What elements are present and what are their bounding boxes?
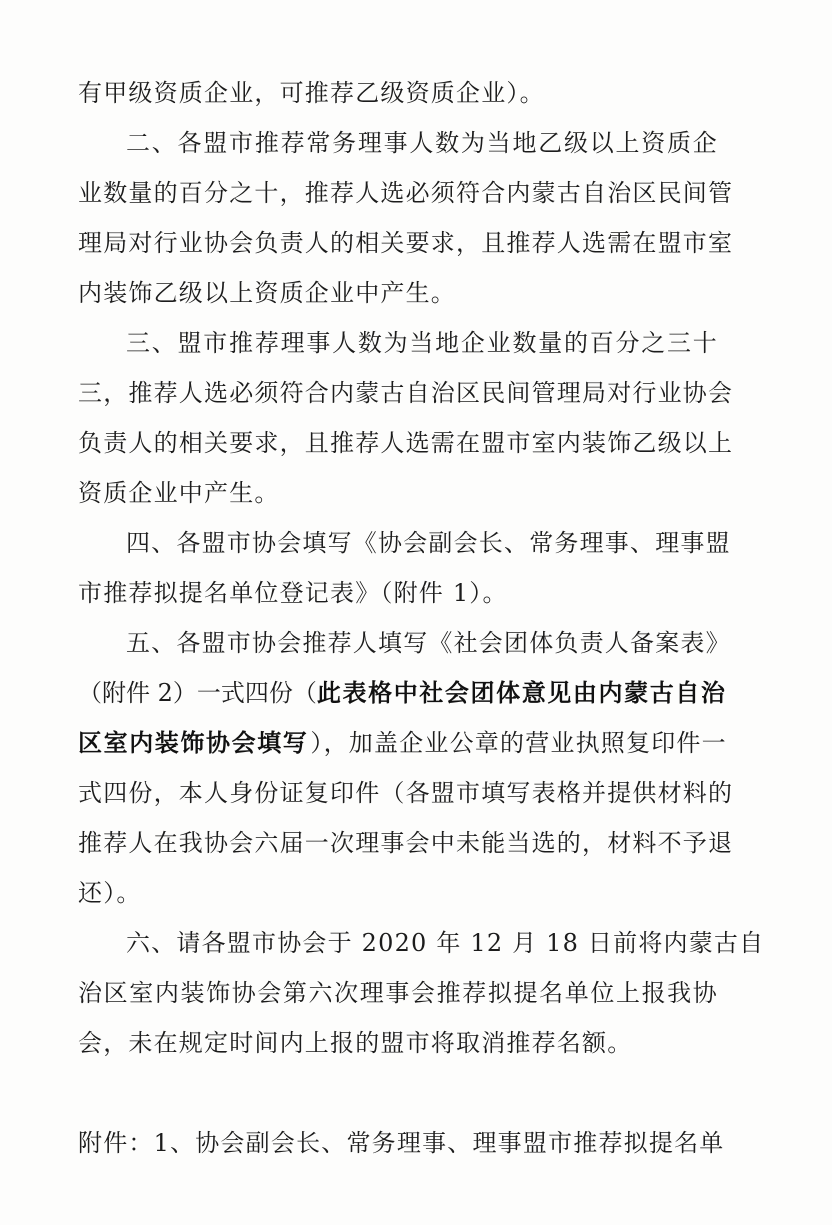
text-line: 推荐人在我协会六届一次理事会中未能当选的，材料不予退 — [78, 829, 734, 857]
text-line: 治区室内装饰协会第六次理事会推荐拟提名单位上报我协 — [78, 979, 718, 1007]
text-line: 有甲级资质企业，可推荐乙级资质企业）。 — [78, 79, 545, 107]
text-line: 内装饰乙级以上资质企业中产生。 — [78, 279, 456, 307]
text-line: 负责人的相关要求，且推荐人选需在盟市室内装饰乙级以上 — [78, 429, 734, 457]
text-line: 三，推荐人选必须符合内蒙古自治区民间管理局对行业协会 — [78, 379, 734, 407]
paragraph-2-line-1: 二、各盟市推荐常务理事人数为当地乙级以上资质企 — [126, 129, 718, 157]
paragraph-6-line-1: 六、请各盟市协会于 2020 年 12 月 18 日前将内蒙古自 — [126, 929, 765, 957]
text-run: （附件 2）一式四份（ — [78, 679, 317, 707]
text-line: 资质企业中产生。 — [78, 479, 280, 507]
bold-text-run: 区室内装饰协会填写 — [78, 728, 309, 757]
paragraph-4-line-1: 四、各盟市协会填写《协会副会长、常务理事、理事盟 — [126, 529, 731, 557]
text-line-mixed — [78, 678, 727, 708]
paragraph-3-line-1: 三、盟市推荐理事人数为当地企业数量的百分之三十 — [126, 329, 718, 357]
text-run: ），加盖企业公章的营业执照复印件一 — [310, 729, 727, 757]
text-line: 会，未在规定时间内上报的盟市将取消推荐名额。 — [78, 1029, 633, 1057]
attachment-line: 附件：1、协会副会长、常务理事、理事盟市推荐拟提名单 — [78, 1129, 725, 1157]
text-line-mixed — [78, 728, 727, 758]
paragraph-5-line-1: 五、各盟市协会推荐人填写《社会团体负责人备案表》 — [126, 629, 731, 657]
text-line: 式四份，本人身份证复印件（各盟市填写表格并提供材料的 — [78, 779, 734, 807]
text-line: 业数量的百分之十，推荐人选必须符合内蒙古自治区民间管 — [78, 179, 734, 207]
text-line: 理局对行业协会负责人的相关要求，且推荐人选需在盟市室 — [78, 229, 734, 257]
text-line: 市推荐拟提名单位登记表》（附件 1）。 — [78, 579, 508, 607]
bold-text-run: 此表格中社会团体意见由内蒙古自治 — [316, 678, 727, 707]
text-line: 还）。 — [78, 879, 142, 907]
